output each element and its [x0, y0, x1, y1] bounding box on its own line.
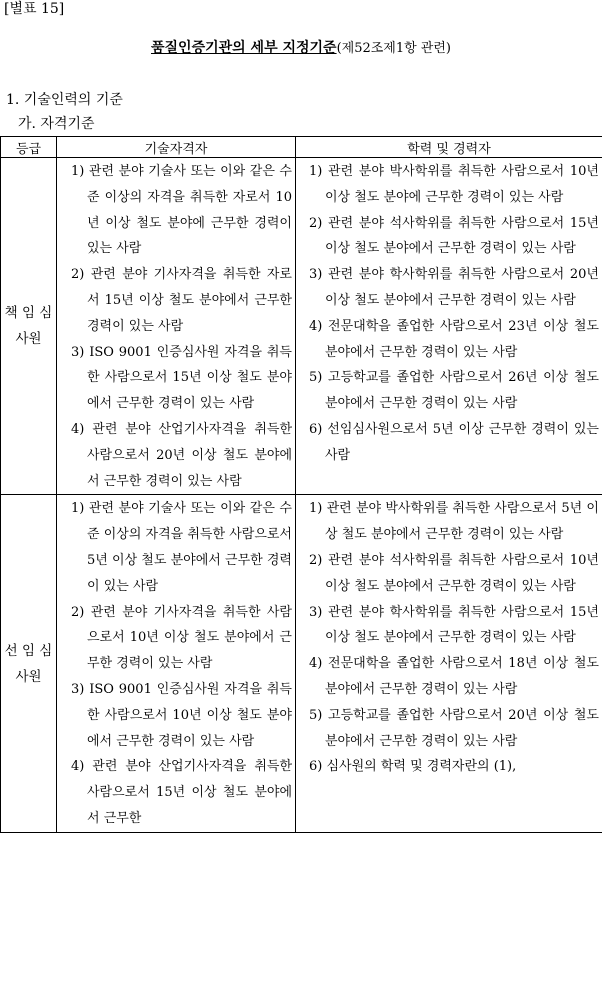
- list-item: 1) 관련 분야 박사학위를 취득한 사람으로서 5년 이상 철도 분야에서 근무한 경력이 있는 사람: [309, 501, 599, 543]
- list-item: 2) 관련 분야 석사학위를 취득한 사람으로서 10년 이상 철도 분야에서 근무한 경력이 있는 사람: [309, 552, 599, 594]
- grade-label: 책 임 심사원: [4, 305, 53, 348]
- list-item: 1) 관련 분야 기술사 또는 이와 같은 수준 이상의 자격을 취득한 자로서 10년 이상 철도 분야에 근무한 경력이 있는 사람: [71, 164, 292, 257]
- list-item: 4) 전문대학을 졸업한 사람으로서 23년 이상 철도 분야에서 근무한 경력이 있는 사람: [309, 318, 599, 360]
- list-item: 3) 관련 분야 학사학위를 취득한 사람으로서 20년 이상 철도 분야에서 근무한 경력이 있는 사람: [309, 267, 599, 308]
- education-experience-cell: [296, 158, 602, 495]
- list-item: 3) ISO 9001 인증심사원 자격을 취득한 사람으로서 10년 이상 철도 분야에서 근무한 경력이 있는 사람: [71, 681, 292, 749]
- list-item: 4) 관련 분야 산업기사자격을 취득한 사람으로서 20년 이상 철도 분야에서 근무한 경력이 있는 사람: [71, 421, 292, 489]
- list-item: 2) 관련 분야 기사자격을 취득한 자로서 15년 이상 철도 분야에서 근무한 경력이 있는 사람: [71, 267, 292, 334]
- subsection-heading: 가. 자격기준: [18, 116, 95, 132]
- education-experience-cell: [296, 495, 602, 832]
- header-grade: 등급: [1, 137, 57, 158]
- list-item: 4) 관련 분야 산업기사자격을 취득한 사람으로서 15년 이상 철도 분야에서 근무한: [71, 759, 292, 826]
- list-item: 2) 관련 분야 기사자격을 취득한 사람으로서 10년 이상 철도 분야에서 근무한 경력이 있는 사람: [71, 604, 292, 672]
- qualification-table: [0, 136, 602, 833]
- list-item: 2) 관련 분야 석사학위를 취득한 사람으로서 15년 이상 철도 분야에서 근무한 경력이 있는 사람: [309, 215, 599, 257]
- list-item: 6) 심사원의 학력 및 경력자란의 (1),: [309, 759, 517, 775]
- grade-cell: [1, 158, 57, 495]
- grade-cell: [1, 495, 57, 832]
- document-title: [0, 38, 602, 59]
- header-education-experience: 학력 및 경력자: [296, 137, 602, 158]
- table-row: [1, 158, 602, 495]
- list-item: 3) 관련 분야 학사학위를 취득한 사람으로서 15년 이상 철도 분야에서 근무한 경력이 있는 사람: [309, 604, 599, 646]
- header-technical-qualification: 기술자격자: [57, 137, 296, 158]
- tech-qualification-cell: [57, 158, 296, 495]
- list-item: 5) 고등학교를 졸업한 사람으로서 20년 이상 철도 분야에서 근무한 경력이 있는 사람: [309, 707, 599, 749]
- table-header-row: [1, 137, 602, 158]
- list-item: 4) 전문대학을 졸업한 사람으로서 18년 이상 철도 분야에서 근무한 경력이 있는 사람: [309, 656, 599, 697]
- title-main: 품질인증기관의 세부 지정기준: [151, 40, 337, 56]
- list-item: 1) 관련 분야 박사학위를 취득한 사람으로서 10년 이상 철도 분야에 근무한 경력이 있는 사람: [309, 164, 599, 205]
- grade-label: 선 임 심사원: [4, 642, 53, 685]
- title-reference: (제52조제1항 관련): [336, 41, 451, 56]
- section-heading: 1. 기술인력의 기준: [6, 92, 123, 108]
- table-row: [1, 495, 602, 832]
- list-item: 6) 선임심사원으로서 5년 이상 근무한 경력이 있는 사람: [309, 421, 599, 463]
- tech-qualification-cell: [57, 495, 296, 832]
- list-item: 1) 관련 분야 기술사 또는 이와 같은 수준 이상의 자격을 취득한 사람으로서 5년 이상 철도 분야에서 근무한 경력이 있는 사람: [71, 501, 292, 594]
- list-item: 5) 고등학교를 졸업한 사람으로서 26년 이상 철도 분야에서 근무한 경력이 있는 사람: [309, 370, 599, 412]
- annex-label: [별표 15]: [4, 1, 65, 17]
- list-item: 3) ISO 9001 인증심사원 자격을 취득한 사람으로서 15년 이상 철도 분야에서 근무한 경력이 있는 사람: [71, 344, 292, 412]
